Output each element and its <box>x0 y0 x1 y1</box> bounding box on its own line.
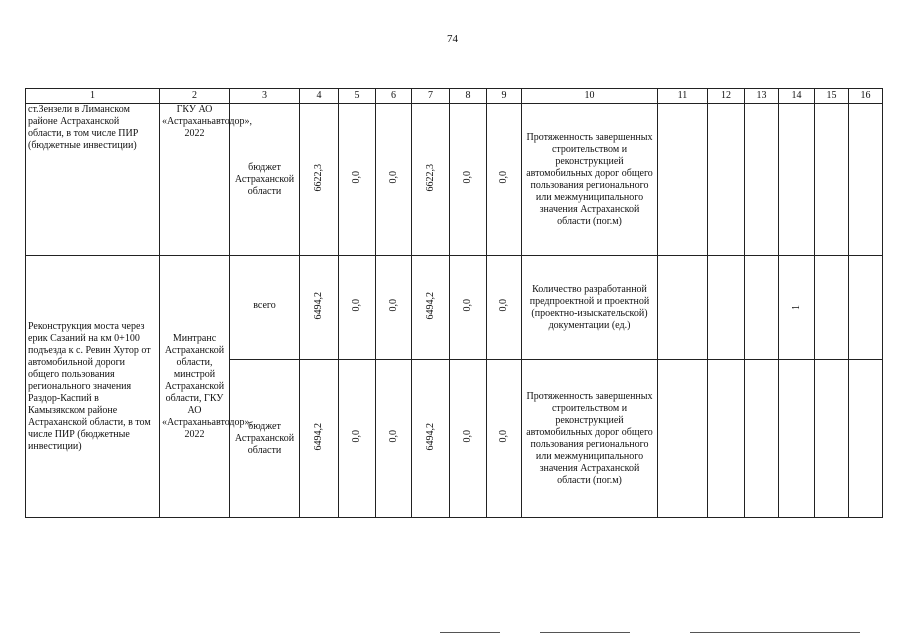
empty-cell <box>658 256 708 360</box>
object-name-cell: ст.Зензели в Лиманском районе Астраханской области, в том числе ПИР (бюджетные инвестиции) <box>26 104 160 256</box>
value-text: 0,0 <box>351 430 362 443</box>
col-header-2: 2 <box>160 89 230 104</box>
col-header-4: 4 <box>300 89 339 104</box>
value-text: 0,0 <box>351 171 362 184</box>
col-header-1: 1 <box>26 89 160 104</box>
empty-cell <box>708 256 745 360</box>
col-header-16: 16 <box>849 89 883 104</box>
empty-cell <box>815 360 849 518</box>
funding-source-cell: бюджет Астраханской области <box>230 104 300 256</box>
value-col-5 <box>339 104 376 256</box>
col-header-13: 13 <box>745 89 779 104</box>
value-text: 0,0 <box>498 299 509 312</box>
empty-cell <box>815 256 849 360</box>
col-header-14: 14 <box>779 89 815 104</box>
empty-cell <box>658 360 708 518</box>
col-header-11: 11 <box>658 89 708 104</box>
value-col-9 <box>487 256 522 360</box>
value-col-4 <box>300 360 339 518</box>
empty-cell <box>658 104 708 256</box>
empty-cell <box>745 104 779 256</box>
empty-cell <box>849 104 883 256</box>
funding-source-cell: бюджет Астраханской области <box>230 360 300 518</box>
col-header-9: 9 <box>487 89 522 104</box>
value-col-8 <box>450 104 487 256</box>
col-header-6: 6 <box>376 89 412 104</box>
empty-cell <box>779 360 815 518</box>
value-text: 6494,2 <box>313 422 324 451</box>
value-text: 6494,2 <box>424 422 436 451</box>
empty-cell <box>849 256 883 360</box>
value-col-7 <box>412 360 450 518</box>
value-text: 0,0 <box>387 299 399 312</box>
col-header-15: 15 <box>815 89 849 104</box>
col-header-8: 8 <box>450 89 487 104</box>
value-text: 0,0 <box>498 430 509 443</box>
value-text: 0,0 <box>387 171 399 184</box>
executor-cell: Минтранс Астраханской области, минстрой Астраханской области, ГКУ АО «Астраханьавтодор», 2022 <box>160 256 230 518</box>
col-header-10: 10 <box>522 89 658 104</box>
value-text: 0,0 <box>462 430 473 443</box>
value-col-4 <box>300 104 339 256</box>
table-row <box>26 104 883 256</box>
empty-cell <box>779 104 815 256</box>
col-header-3: 3 <box>230 89 300 104</box>
header-row <box>26 89 883 104</box>
value-text: 0,0 <box>462 171 473 184</box>
value-text: 0,0 <box>462 299 473 312</box>
value-text: 6622,3 <box>424 163 436 192</box>
value-col-8 <box>450 360 487 518</box>
col-header-12: 12 <box>708 89 745 104</box>
object-name-cell: Реконструкция моста через ерик Сазаний на км 0+100 подъезда к с. Ревин Хутор от автомобильной дороги общего пользования регионального значения Раздор-Каспий в Камызякском районе Астраханской области, в том числе ПИР (бюджетные инвестиции) <box>26 256 160 518</box>
empty-cell <box>708 104 745 256</box>
value-col-6 <box>376 360 412 518</box>
value-text: 6494,2 <box>313 291 324 320</box>
value-text: 1 <box>790 304 802 310</box>
budget-table <box>25 88 883 518</box>
value-col-6 <box>376 256 412 360</box>
scan-artifact-line <box>540 632 630 633</box>
empty-cell <box>708 360 745 518</box>
value-col-6 <box>376 104 412 256</box>
page-number: 74 <box>447 33 458 45</box>
indicator-cell: Количество разработанной предпроектной и проектной (проектно-изыскательской) документации (ед.) <box>522 256 658 360</box>
value-col-5 <box>339 360 376 518</box>
value-col-9 <box>487 360 522 518</box>
empty-cell <box>745 360 779 518</box>
value-text: 6494,2 <box>424 291 436 320</box>
empty-cell <box>815 104 849 256</box>
value-text: 6622,3 <box>313 163 324 192</box>
value-text: 0,0 <box>498 171 509 184</box>
value-col-5 <box>339 256 376 360</box>
executor-cell: ГКУ АО «Астраханьавтодор», 2022 <box>160 104 230 256</box>
value-col-9 <box>487 104 522 256</box>
value-col-8 <box>450 256 487 360</box>
indicator-cell: Протяженность завершенных строительством и реконструкцией автомобильных дорог общего пользования регионального или межмуниципального значения Астраханской области (пог.м) <box>522 104 658 256</box>
col-header-5: 5 <box>339 89 376 104</box>
empty-cell <box>745 256 779 360</box>
value-col-4 <box>300 256 339 360</box>
funding-source-cell: всего <box>230 256 300 360</box>
table-row <box>26 256 883 360</box>
scan-artifact-line <box>690 632 860 633</box>
scan-artifact-line <box>440 632 500 633</box>
value-col-14 <box>779 256 815 360</box>
value-col-7 <box>412 256 450 360</box>
indicator-cell: Протяженность завершенных строительством и реконструкцией автомобильных дорог общего пользования регионального или межмуниципального значения Астраханской области (пог.м) <box>522 360 658 518</box>
value-col-7 <box>412 104 450 256</box>
col-header-7: 7 <box>412 89 450 104</box>
value-text: 0,0 <box>387 430 399 443</box>
value-text: 0,0 <box>351 299 362 312</box>
empty-cell <box>849 360 883 518</box>
